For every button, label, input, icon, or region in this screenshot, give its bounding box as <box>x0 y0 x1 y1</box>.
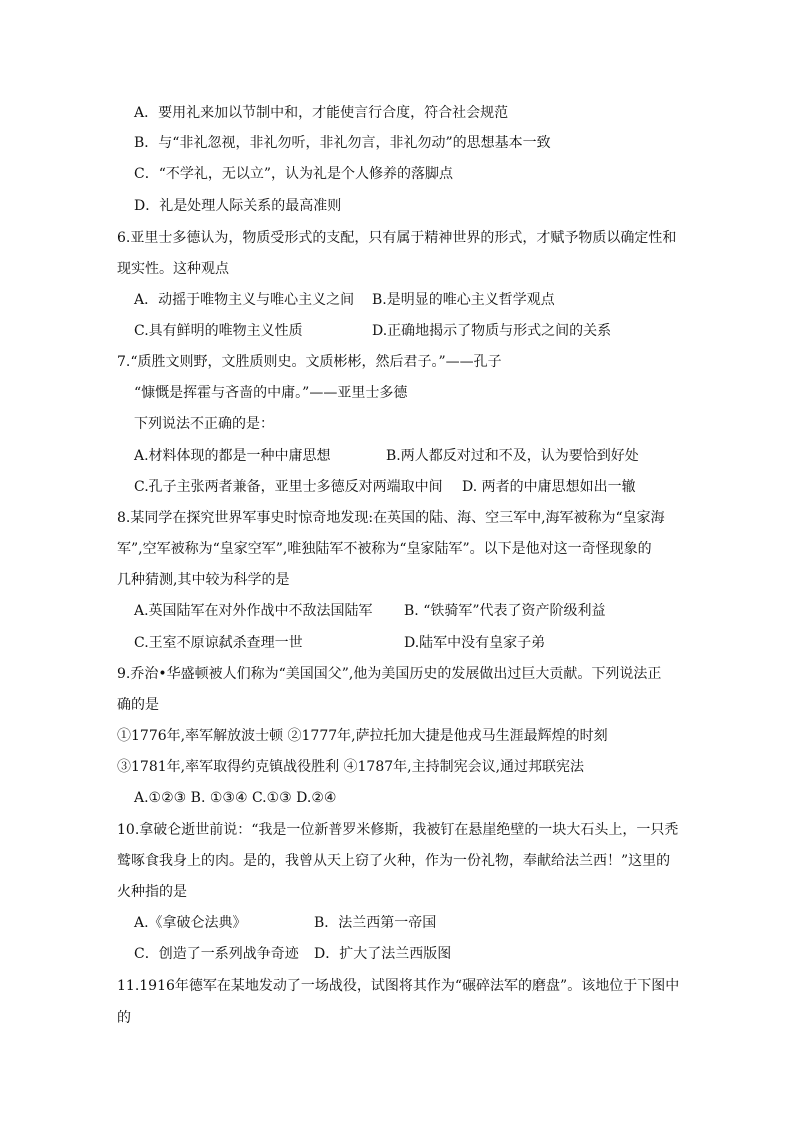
q10-stem-line1: 10.拿破仑逝世前说：“我是一位新普罗米修斯，我被钉在悬崖绝壁的一块大石头上，一只秃 <box>117 822 679 838</box>
q9-items-1-2: ①1776年,率军解放波士顿 ②1777年,萨拉托加大捷是他戎马生涯最辉煌的时刻 <box>117 728 608 744</box>
q6-stem-line1: 6.亚里士多德认为，物质受形式的支配，只有属于精神世界的形式，才赋予物质以确定性和 <box>117 230 677 246</box>
q9-stem-line1: 9.乔治•华盛顿被人们称为“美国国父”,他为美国历史的发展做出过巨大贡献。下列说法正 <box>117 666 662 682</box>
q8-option-c: C.王室不原谅弑杀查理一世 <box>134 635 303 651</box>
q7-option-d: D. 两者的中庸思想如出一辙 <box>462 479 636 495</box>
q8-stem-line1: 8.某同学在探究世界军事史时惊奇地发现:在英国的陆、海、空三军中,海军被称为“皇家海 <box>117 510 665 526</box>
q7-option-c: C.孔子主张两者兼备，亚里士多德反对两端取中间 <box>134 479 443 495</box>
q10-option-a: A.《拿破仑法典》 <box>134 915 247 931</box>
q5-option-c: C．“不学礼，无以立”，认为礼是个人修养的落脚点 <box>134 166 454 182</box>
q6-options-row2 <box>0 321 794 341</box>
q10-options-row2 <box>0 944 794 964</box>
q10-option-c: C．创造了一系列战争奇迹 <box>134 946 299 962</box>
q10-option-d: D．扩大了法兰西版图 <box>314 946 452 962</box>
q9-options: A.①②③ B. ①③④ C.①③ D.②④ <box>134 790 337 806</box>
q10-options-row1 <box>0 913 794 933</box>
q8-options-row2 <box>0 633 794 653</box>
q7-options-row2 <box>0 477 794 497</box>
q9-items-3-4: ③1781年,率军取得约克镇战役胜利 ④1787年,主持制宪会议,通过邦联宪法 <box>117 759 585 775</box>
q6-options-row1 <box>0 290 794 310</box>
q10-option-b: B．法兰西第一帝国 <box>314 915 437 931</box>
q8-option-d: D.陆军中没有皇家子弟 <box>404 635 546 651</box>
q7-quote-aristotle: “慷慨是挥霍与吝啬的中庸。”——亚里士多德 <box>134 385 408 401</box>
q5-option-a: A．要用礼来加以节制中和，才能使言行合度，符合社会规范 <box>134 105 509 121</box>
q11-stem-line1: 11.1916年德军在某地发动了一场战役，试图将其作为“碾碎法军的磨盘”。该地位于下图中 <box>117 978 680 994</box>
q7-option-a: A.材料体现的都是一种中庸思想 <box>134 448 331 464</box>
q8-option-a: A.英国陆军在对外作战中不敌法国陆军 <box>134 603 373 619</box>
q6-option-d: D.正确地揭示了物质与形式之间的关系 <box>372 323 612 339</box>
q7-prompt: 下列说法不正确的是： <box>134 416 274 432</box>
q6-option-c: C.具有鲜明的唯物主义性质 <box>134 323 303 339</box>
q6-option-a: A．动摇于唯物主义与唯心主义之间 <box>134 292 355 308</box>
q8-options-row1 <box>0 601 794 621</box>
q8-stem-line2: 军”,空军被称为“皇家空军”,唯独陆军不被称为“皇家陆军”。以下是他对这一奇怪现象的 <box>117 541 652 557</box>
q11-stem-line2: 的 <box>117 1010 131 1026</box>
q6-stem-line2: 现实性。这种观点 <box>117 261 229 277</box>
q5-option-d: D．礼是处理人际关系的最高准则 <box>134 198 342 214</box>
q10-stem-line2: 鹫啄食我身上的肉。是的，我曾从天上窃了火种，作为一份礼物，奉献给法兰西！”这里的 <box>117 853 671 869</box>
q10-stem-line3: 火种指的是 <box>117 884 187 900</box>
q6-option-b: B.是明显的唯心主义哲学观点 <box>372 292 555 308</box>
q5-option-b: B．与“非礼忽视，非礼勿听，非礼勿言，非礼勿动”的思想基本一致 <box>134 135 551 151</box>
q9-stem-line2: 确的是 <box>117 697 159 713</box>
q7-option-b: B.两人都反对过和不及，认为要恰到好处 <box>386 448 639 464</box>
q8-stem-line3: 几种猜测,其中较为科学的是 <box>117 572 290 588</box>
q8-option-b: B. “铁骑军”代表了资产阶级利益 <box>404 603 606 619</box>
q7-quote-confucius: 7.“质胜文则野，文胜质则史。文质彬彬，然后君子。”——孔子 <box>117 354 502 370</box>
q7-options-row1 <box>0 446 794 466</box>
